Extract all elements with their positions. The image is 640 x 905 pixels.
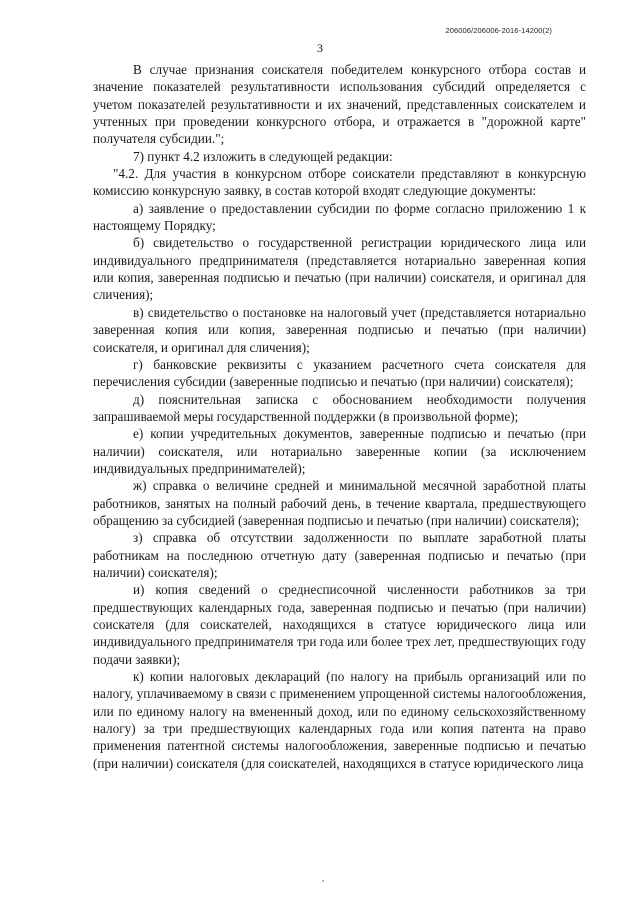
paragraph-z: з) справка об отсутствии задолженности по выплате заработной платы работникам на последнюю отчетную дату (заверенная подписью и печатью (при наличии) соискателя); xyxy=(93,530,586,580)
paragraph-clause-4-2: "4.2. Для участия в конкурсном отборе соискатели представляют в конкурсную комиссию конкурсную заявку, в состав которой входят следующие документы: xyxy=(93,166,586,199)
paragraph-a: а) заявление о предоставлении субсидии по форме согласно приложению 1 к настоящему Порядку; xyxy=(93,200,586,234)
paragraph-k: к) копии налоговых деклараций (по налогу на прибыль организаций или по налогу, уплачиваемому в связи с применением упрощенной системы налогообложения, или по единому налогу на вмененный доход, или по единому сельскохозяйственному налогу) за три предшествующих календарных года или копия патента на право применения патентной системы налогообложения, заверенные подписью и печатью (при наличии) соискателя (для соискателей, находящихся в статусе юридического лица xyxy=(93,669,586,771)
paragraph-b: б) свидетельство о государственной регистрации юридического лица или индивидуального предпринимателя (представляется нотариально заверенная копия или копия, заверенная подписью и печатью (при наличии) соискателя, и оригинал для сличения); xyxy=(93,235,586,303)
document-body xyxy=(93,61,586,772)
paragraph-v: в) свидетельство о постановке на налоговый учет (представляется нотариально заверенная копия или копия, заверенная подписью и печатью (при наличии) соискателя, и оригинал для сличения); xyxy=(93,304,586,355)
paragraph-i: и) копия сведений о среднесписочной численности работников за три предшествующих календарных года, заверенная подписью и печатью (при наличии) соискателя (для соискателей, находящихся в статусе юридического лица или индивидуального предпринимателя три года или более трех лет, предшествующих году подачи заявки); xyxy=(93,582,586,667)
scan-artifact xyxy=(322,880,324,882)
paragraph-d: д) пояснительная записка с обоснованием необходимости получения запрашиваемой меры государственной поддержки (в произвольной форме); xyxy=(93,391,586,424)
page-number: 3 xyxy=(317,41,323,55)
paragraph-item-7: 7) пункт 4.2 изложить в следующей редакции: xyxy=(133,148,393,164)
paragraph-e: е) копии учредительных документов, заверенные подписью и печатью (при наличии) соискателя, или нотариально заверенные копии (за исключением индивидуальных предпринимателей); xyxy=(93,426,586,476)
paragraph-zh: ж) справка о величине средней и минимальной месячной заработной платы работников, занятых на полный рабочий день, в течение квартала, предшествующего обращению за субсидией (заверенная подписью и печатью (при наличии) соискателя); xyxy=(93,478,586,528)
paragraph-g: г) банковские реквизиты с указанием расчетного счета соискателя для перечисления субсидии (заверенные подписью и печатью (при наличии) соискателя); xyxy=(93,356,586,390)
paragraph-result-indicators: В случае признания соискателя победителем конкурсного отбора состав и значение показателей результативности использования субсидий определяется с учетом показателей результативности и их значений, представленных соискателем и учтенных при проведении конкурсного отбора, и отражается в "дорожной карте" получателя субсидии."; xyxy=(93,62,586,147)
document-code: 206006/206006-2016-14200(2) xyxy=(445,26,552,35)
